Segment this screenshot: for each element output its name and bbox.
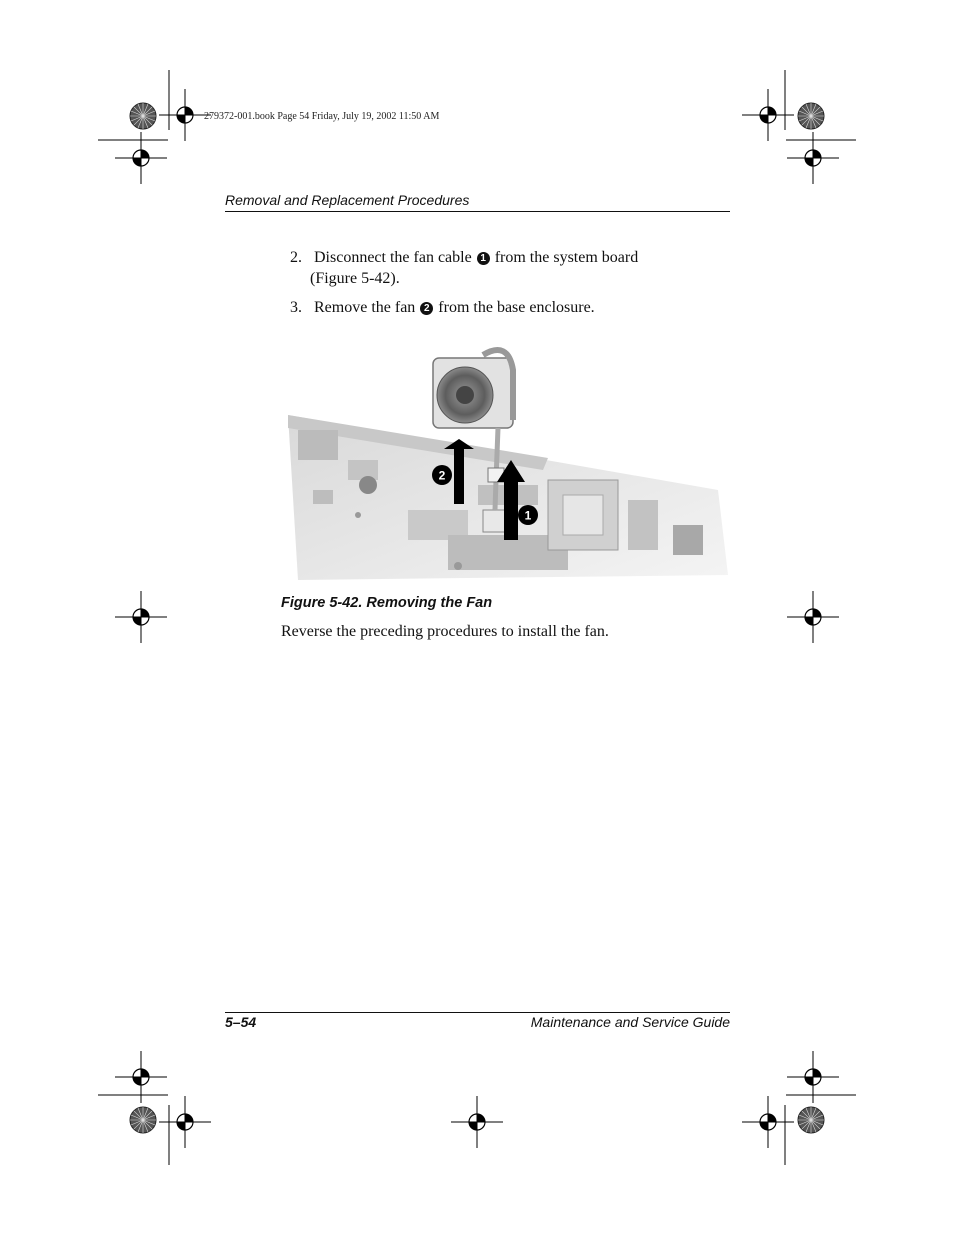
- step-text: Disconnect the fan cable: [314, 249, 472, 266]
- footer-rule: [225, 1012, 730, 1013]
- callout-2-icon: 2: [420, 302, 433, 315]
- running-head: Removal and Replacement Procedures: [225, 192, 470, 208]
- step-text-continued: from the base enclosure.: [438, 299, 595, 316]
- step-2-line-2: [310, 268, 400, 289]
- step-text: Remove the fan: [314, 299, 416, 316]
- step-text-continued: from the system board: [494, 249, 639, 266]
- step-number: 3.: [290, 299, 302, 316]
- figure-callout-2: 2: [438, 468, 446, 483]
- arrow-up-1-icon: [504, 480, 518, 540]
- fan-removal-figure: [288, 340, 728, 585]
- figure-callout-1: 1: [524, 508, 532, 523]
- callout-1-icon: 1: [477, 252, 490, 265]
- step-2: [290, 247, 638, 268]
- figure-caption: Figure 5-42. Removing the Fan: [281, 595, 493, 611]
- guide-title: Maintenance and Service Guide: [530, 1014, 730, 1030]
- step-3: [290, 297, 595, 318]
- page-number: 5–54: [225, 1014, 257, 1030]
- step-number: 2.: [290, 249, 302, 266]
- body-paragraph: Reverse the preceding procedures to install the fan.: [281, 623, 609, 640]
- header-rule: [225, 211, 730, 212]
- print-slug-line: 279372-001.book Page 54 Friday, July 19, 2002 11:50 AM: [204, 111, 440, 122]
- step-figure-reference: (Figure 5-42).: [310, 270, 400, 287]
